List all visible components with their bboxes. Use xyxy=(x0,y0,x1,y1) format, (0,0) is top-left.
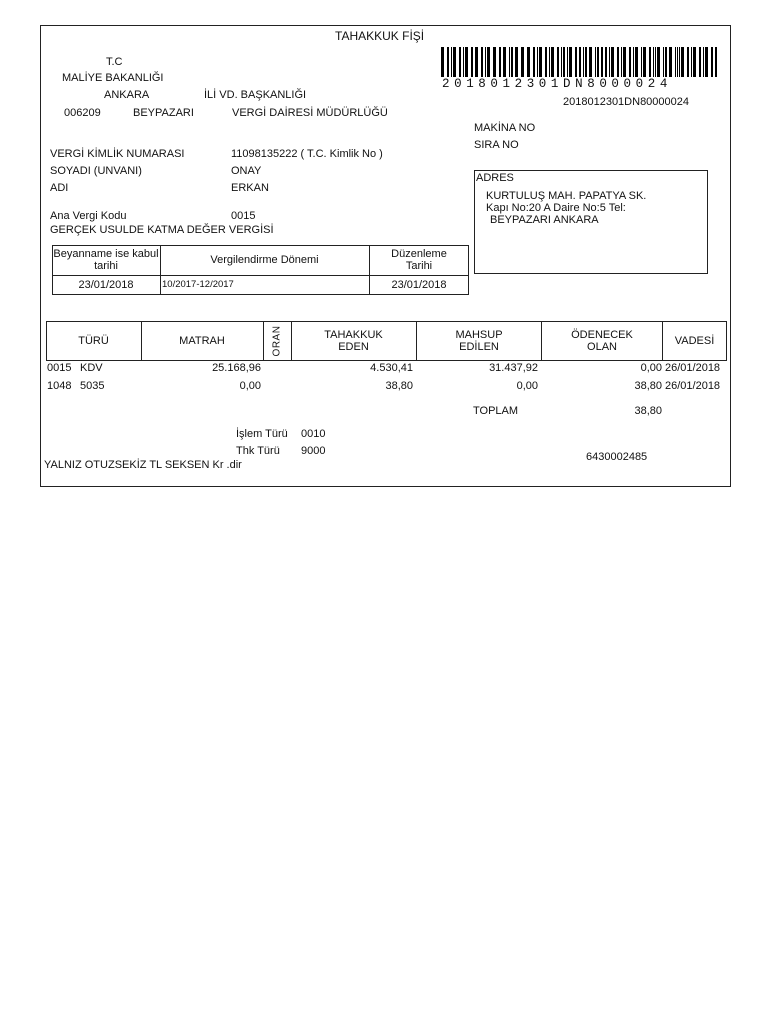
thk-value: 9000 xyxy=(301,445,326,457)
period-value-taxation: 10/2017-12/2017 xyxy=(162,279,234,290)
col-header-tahakkuk: TAHAKKUK EDEN xyxy=(324,329,383,353)
row-mahsup: 0,00 xyxy=(516,380,538,392)
surname-value: ONAY xyxy=(231,165,262,177)
vkn-label: VERGİ KİMLİK NUMARASI xyxy=(50,148,185,160)
name-label: ADI xyxy=(50,182,69,194)
address-line-2: Kapı No:20 A Daire No:5 Tel: xyxy=(486,202,626,214)
barcode-image xyxy=(441,47,717,77)
tax-type: GERÇEK USULDE KATMA DEĞER VERGİSİ xyxy=(50,224,274,236)
reference-number: 6430002485 xyxy=(586,451,648,463)
islem-value: 0010 xyxy=(301,428,326,440)
row-tahakkuk: 38,80 xyxy=(385,380,413,392)
col-header-mahsup: MAHSUP EDİLEN xyxy=(455,329,503,353)
address-line-3: BEYPAZARI ANKARA xyxy=(490,214,599,226)
surname-label: SOYADI (UNVANI) xyxy=(50,165,142,177)
name-value: ERKAN xyxy=(231,182,269,194)
barcode-digits: 2018012301DN8000024 xyxy=(442,77,672,91)
row-odenecek: 38,80 xyxy=(634,380,662,392)
barcode-text: 2018012301DN80000024 xyxy=(563,96,690,108)
period-header-taxation: Vergilendirme Dönemi xyxy=(210,254,319,266)
col-header-odenecek: ÖDENECEK OLAN xyxy=(571,329,633,353)
col-header-type: TÜRÜ xyxy=(78,335,109,347)
period-header-issue-date: Düzenleme Tarihi xyxy=(391,248,447,272)
tax-code-value: 0015 xyxy=(231,210,256,222)
directorate-name: İLİ VD. BAŞKANLIĞI xyxy=(204,89,307,101)
row-matrah: 25.168,96 xyxy=(212,362,261,374)
ministry-name: MALİYE BAKANLIĞI xyxy=(62,72,164,84)
period-header-acceptance: Beyanname ise kabul tarihi xyxy=(53,248,159,272)
total-label: TOPLAM xyxy=(473,405,519,417)
row-type: 5035 xyxy=(80,380,105,392)
tc-label: T.C xyxy=(106,56,123,68)
row-matrah: 0,00 xyxy=(239,380,261,392)
row-vade: 26/01/2018 xyxy=(665,380,721,392)
tax-code-label: Ana Vergi Kodu xyxy=(50,210,127,222)
row-vade: 26/01/2018 xyxy=(665,362,721,374)
thk-label: Thk Türü xyxy=(236,445,280,457)
amount-in-words: YALNIZ OTUZSEKİZ TL SEKSEN Kr .dir xyxy=(44,459,242,471)
address-line-1: KURTULUŞ MAH. PAPATYA SK. xyxy=(486,190,647,202)
islem-label: İşlem Türü xyxy=(236,428,288,440)
vkn-value: 11098135222 ( T.C. Kimlik No ) xyxy=(231,148,383,160)
office-name: BEYPAZARI xyxy=(133,107,194,119)
row-odenecek: 0,00 xyxy=(640,362,662,374)
total-value: 38,80 xyxy=(634,405,662,417)
col-header-vade: VADESİ xyxy=(674,335,715,347)
sira-no-label: SIRA NO xyxy=(474,139,519,151)
office-code: 006209 xyxy=(64,107,101,119)
period-value-acceptance: 23/01/2018 xyxy=(78,279,134,291)
row-type: KDV xyxy=(80,362,103,374)
city-name: ANKARA xyxy=(104,89,150,101)
makina-no-label: MAKİNA NO xyxy=(474,122,536,134)
col-header-matrah: MATRAH xyxy=(179,335,225,347)
document-title: TAHAKKUK FİŞİ xyxy=(335,29,425,43)
address-label: ADRES xyxy=(476,172,514,184)
period-value-issue-date: 23/01/2018 xyxy=(391,279,447,291)
row-tahakkuk: 4.530,41 xyxy=(370,362,413,374)
col-header-oran: ORAN xyxy=(271,325,282,357)
row-code: 1048 xyxy=(47,380,72,392)
office-type: VERGİ DAİRESİ MÜDÜRLÜĞÜ xyxy=(232,107,388,119)
row-code: 0015 xyxy=(47,362,72,374)
row-mahsup: 31.437,92 xyxy=(489,362,538,374)
